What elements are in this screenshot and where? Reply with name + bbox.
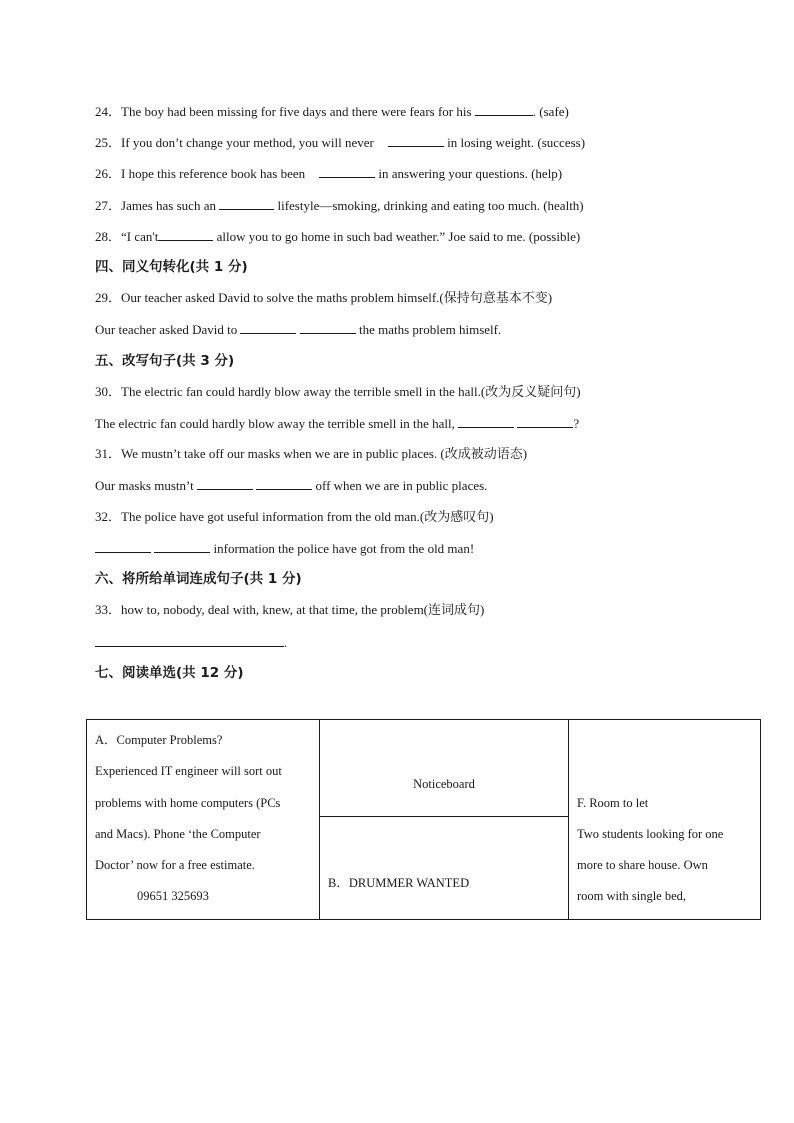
question-number: 25． [95,135,122,150]
answer-blank[interactable] [240,321,296,334]
answer-33 [95,634,287,651]
question-number: 31． [95,446,122,461]
question-text: If you don’t change your method, you will never [121,135,374,150]
question-hint: allow you to go home in such bad weather.” Joe said to me. (possible) [213,229,581,244]
answer-text: Our teacher asked David to [95,322,241,337]
section-heading-6: 六、将所给单词连成句子(共 1 分) [95,571,302,587]
question-text: Our teacher asked David to solve the maths problem himself.(保持句意基本不变) [121,290,553,305]
answer-text: Our masks mustn’t [95,478,197,493]
answer-31 [95,477,487,494]
answer-blank[interactable] [158,228,213,241]
question-number: 32． [95,509,122,524]
answer-blank[interactable] [300,321,356,334]
question-text: We mustn’t take off our masks when we are in public places. (改成被动语态) [121,446,528,461]
answer-29 [95,321,501,338]
notice-b [320,817,569,920]
question-number: 26． [95,166,122,181]
answer-blank[interactable] [154,540,210,553]
question-hint: lifestyle—smoking, drinking and eating too much. (health) [274,198,584,213]
notice-a-line: and Macs). Phone ‘the Computer [95,827,261,841]
question-text: James has such an [121,198,220,213]
question-number: 29． [95,290,122,305]
answer-text: . [284,635,288,650]
answer-blank[interactable] [458,415,514,428]
question-text: The boy had been missing for five days and there were fears for his [121,104,475,119]
question-number: 27． [95,198,122,213]
question-number: 24． [95,104,122,119]
question-32 [95,509,494,525]
question-hint: in losing weight. (success) [443,135,586,150]
notice-f-line: Two students looking for one [577,827,724,841]
question-text: The electric fan could hardly blow away the terrible smell in the hall.(改为反义疑问句) [121,384,581,399]
section-heading-7: 七、阅读单选(共 12 分) [95,665,244,681]
answer-blank[interactable] [475,103,533,116]
answer-blank[interactable] [517,415,573,428]
question-number: 28． [95,229,122,244]
answer-blank[interactable] [388,134,444,147]
noticeboard-title: Noticeboard [413,777,475,791]
question-30 [95,384,581,400]
question-text: I hope this reference book has been [121,166,306,181]
section-heading-4: 四、同义句转化(共 1 分) [95,259,248,275]
notice-a-line: Doctor’ now for a free estimate. [95,858,255,872]
notice-a [87,720,320,920]
question-text: The police have got useful information from the old man.(改为感叹句) [121,509,494,524]
question-hint: in answering your questions. (help) [375,166,563,181]
question-33 [95,602,484,618]
answer-blank[interactable] [95,634,284,647]
question-text: how to, nobody, deal with, knew, at that time, the problem(连词成句) [121,602,485,617]
notice-f-line: more to share house. Own [577,858,708,872]
answer-blank[interactable] [197,477,253,490]
answer-blank[interactable] [256,477,312,490]
notice-a-line: A．Computer Problems? [95,733,223,747]
notice-f [569,720,761,920]
question-31 [95,446,527,462]
answer-blank[interactable] [219,197,274,210]
answer-30 [95,415,579,432]
section-heading-5: 五、改写句子(共 3 分) [95,353,235,369]
question-25 [95,134,585,151]
question-24 [95,103,569,120]
question-hint: . (safe) [532,104,569,119]
answer-32 [95,540,474,557]
question-29 [95,290,552,306]
answer-text: off when we are in public places. [312,478,488,493]
notice-f-line: F. Room to let [577,796,649,810]
notice-a-line: Experienced IT engineer will sort out [95,764,282,778]
question-number: 30． [95,384,122,399]
noticeboard-title-cell [320,720,569,817]
answer-blank[interactable] [95,540,151,553]
question-text: “I can't [121,229,159,244]
answer-text: ? [573,416,580,431]
notice-a-phone: 09651 325693 [137,889,209,903]
notice-f-line: room with single bed, [577,889,687,903]
question-27 [95,197,584,214]
answer-text: the maths problem himself. [355,322,502,337]
notice-a-line: problems with home computers (PCs [95,796,281,810]
question-26 [95,165,562,182]
question-number: 33． [95,602,122,617]
answer-text: information the police have got from the old man! [210,541,475,556]
notice-b-label: B．DRUMMER WANTED [328,876,470,890]
answer-blank[interactable] [319,165,375,178]
noticeboard-table [86,719,761,920]
answer-text: The electric fan could hardly blow away the terrible smell in the hall, [95,416,459,431]
question-28 [95,228,580,245]
